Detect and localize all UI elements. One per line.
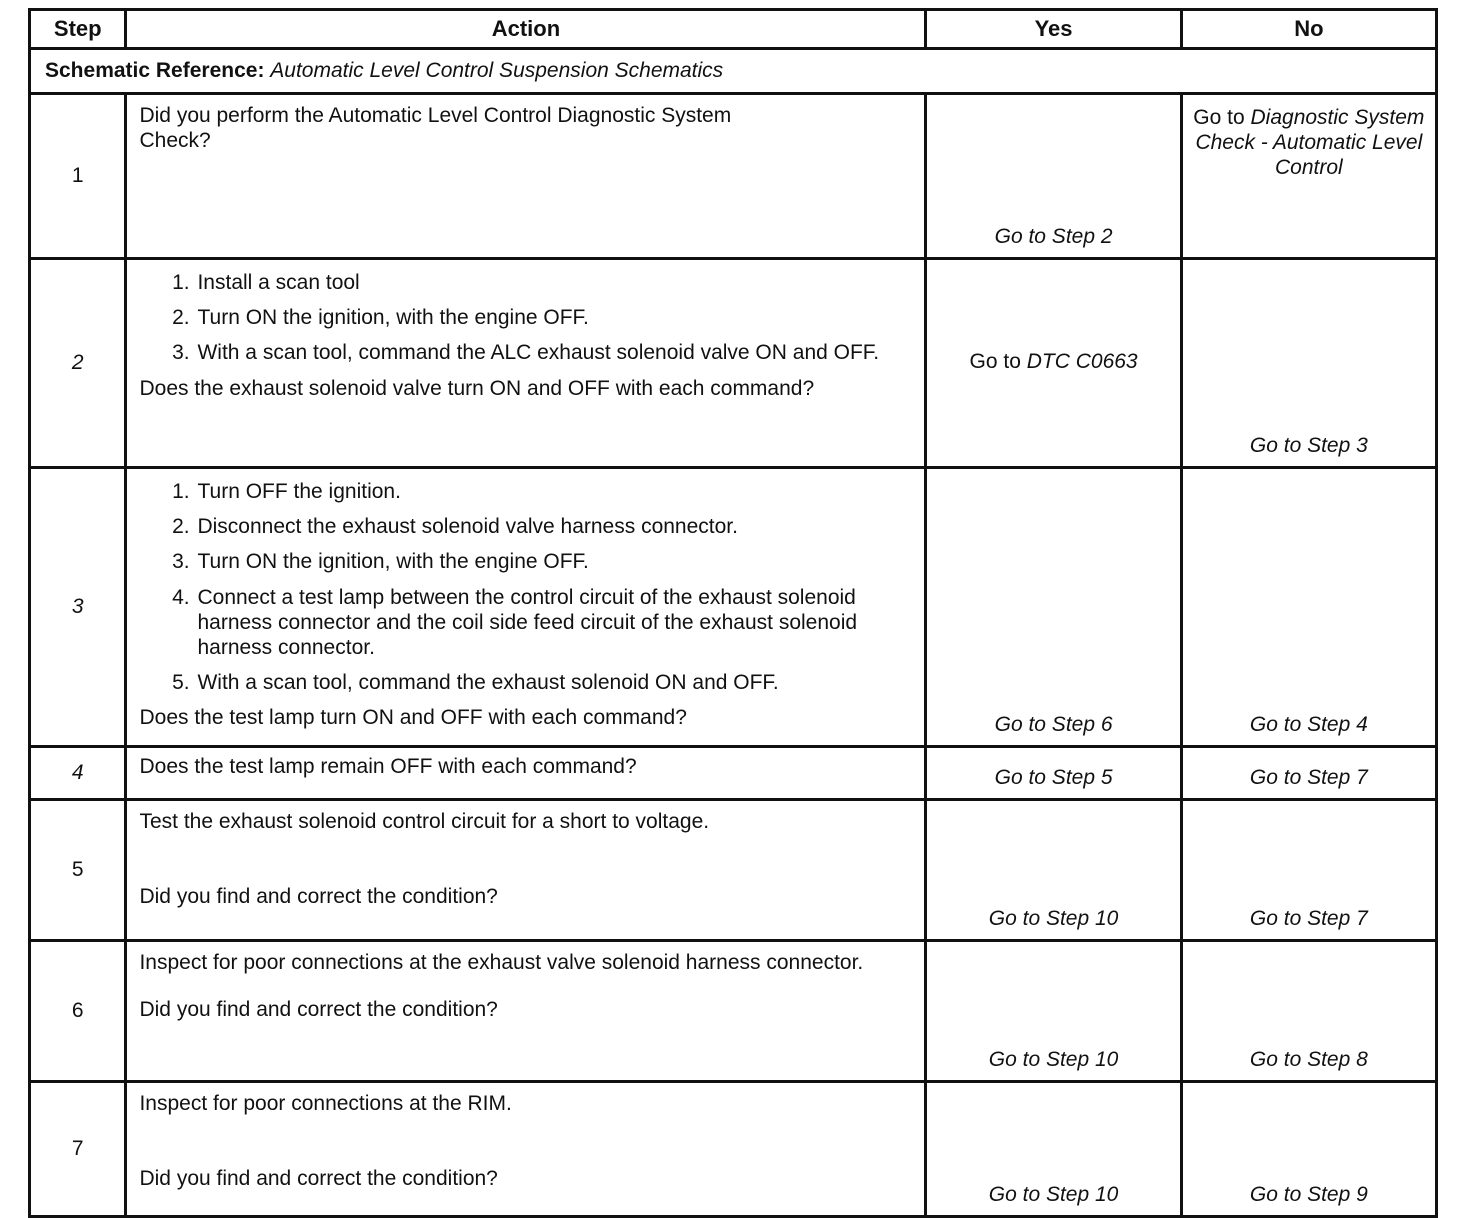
action-step: 1. Turn OFF the ignition.	[195, 479, 912, 504]
action-question: Does the test lamp remain OFF with each command?	[139, 755, 637, 778]
action-step: 3. Turn ON the ignition, with the engine OFF.	[195, 549, 912, 574]
yes-cell: Go to Step 2	[926, 94, 1181, 259]
action-cell	[126, 468, 926, 747]
no-cell: Go to Step 7	[1181, 800, 1436, 941]
no-cell	[1181, 94, 1436, 259]
no-cell: Go to Step 7	[1181, 747, 1436, 800]
action-step: 3. With a scan tool, command the ALC exhaust solenoid valve ON and OFF.	[195, 340, 912, 365]
yes-cell: Go to Step 5	[926, 747, 1181, 800]
action-question: Does the exhaust solenoid valve turn ON and OFF with each command?	[139, 376, 815, 400]
yes-cell: Go to Step 10	[926, 941, 1181, 1082]
action-question: Did you find and correct the condition?	[139, 998, 498, 1022]
step-number: 4	[30, 747, 126, 800]
schematic-reference-label: Schematic Reference:	[45, 59, 265, 83]
table-row	[30, 1082, 1437, 1217]
action-question: Does the test lamp turn ON and OFF with each command?	[139, 706, 687, 730]
schematic-reference-row	[30, 49, 1437, 94]
table-row	[30, 468, 1437, 747]
action-step: 2. Turn ON the ignition, with the engine OFF.	[195, 305, 912, 330]
yes-cell: Go to Step 6	[926, 468, 1181, 747]
no-link: Diagnostic System Check - Automatic Level Control	[1195, 106, 1425, 180]
yes-cell: Go to Step 10	[926, 1082, 1181, 1217]
table-row	[30, 259, 1437, 468]
header-no: No	[1181, 10, 1436, 49]
no-prefix: Go to	[1193, 106, 1245, 129]
no-cell: Go to Step 4	[1181, 468, 1436, 747]
action-step: 4. Connect a test lamp between the control circuit of the exhaust solenoid harness connector and the coil side feed circuit of the exhaust solenoid harness connector.	[195, 585, 912, 661]
action-step: 5. With a scan tool, command the exhaust solenoid ON and OFF.	[195, 670, 912, 695]
action-cell	[126, 259, 926, 468]
action-steps	[139, 479, 912, 695]
action-step: 2. Disconnect the exhaust solenoid valve harness connector.	[195, 514, 912, 539]
action-cell	[126, 1082, 926, 1217]
no-cell: Go to Step 8	[1181, 941, 1436, 1082]
action-step: 1. Install a scan tool	[195, 270, 912, 295]
action-question: Did you find and correct the condition?	[139, 1167, 498, 1191]
header-step: Step	[30, 10, 126, 49]
action-question: Did you find and correct the condition?	[139, 885, 498, 909]
header-yes: Yes	[926, 10, 1181, 49]
header-action: Action	[126, 10, 926, 49]
diagnostic-table	[28, 8, 1438, 1218]
step-number: 5	[30, 800, 126, 941]
table-row	[30, 747, 1437, 800]
step-number: 2	[30, 259, 126, 468]
step-number: 6	[30, 941, 126, 1082]
no-cell: Go to Step 3	[1181, 259, 1436, 468]
schematic-reference	[30, 49, 1437, 94]
step-number: 7	[30, 1082, 126, 1217]
header-row	[30, 10, 1437, 49]
table-row	[30, 941, 1437, 1082]
step-number: 1	[30, 94, 126, 259]
action-cell	[126, 941, 926, 1082]
no-cell: Go to Step 9	[1181, 1082, 1436, 1217]
table-row	[30, 94, 1437, 259]
action-cell	[126, 747, 926, 800]
schematic-reference-link: Automatic Level Control Suspension Schematics	[270, 59, 724, 83]
action-text: Did you perform the Automatic Level Control Diagnostic System Check?	[139, 104, 732, 153]
yes-cell: Go to Step 10	[926, 800, 1181, 941]
action-text: Test the exhaust solenoid control circuit for a short to voltage.	[139, 810, 710, 833]
action-text: Inspect for poor connections at the exhaust valve solenoid harness connector.	[139, 951, 864, 974]
step-number: 3	[30, 468, 126, 747]
table-row	[30, 800, 1437, 941]
action-cell	[126, 800, 926, 941]
action-cell	[126, 94, 926, 259]
yes-cell	[926, 259, 1181, 468]
action-steps	[139, 270, 912, 366]
yes-link: DTC C0663	[1026, 350, 1138, 374]
action-text: Inspect for poor connections at the RIM.	[139, 1092, 512, 1115]
yes-prefix: Go to	[969, 350, 1021, 374]
